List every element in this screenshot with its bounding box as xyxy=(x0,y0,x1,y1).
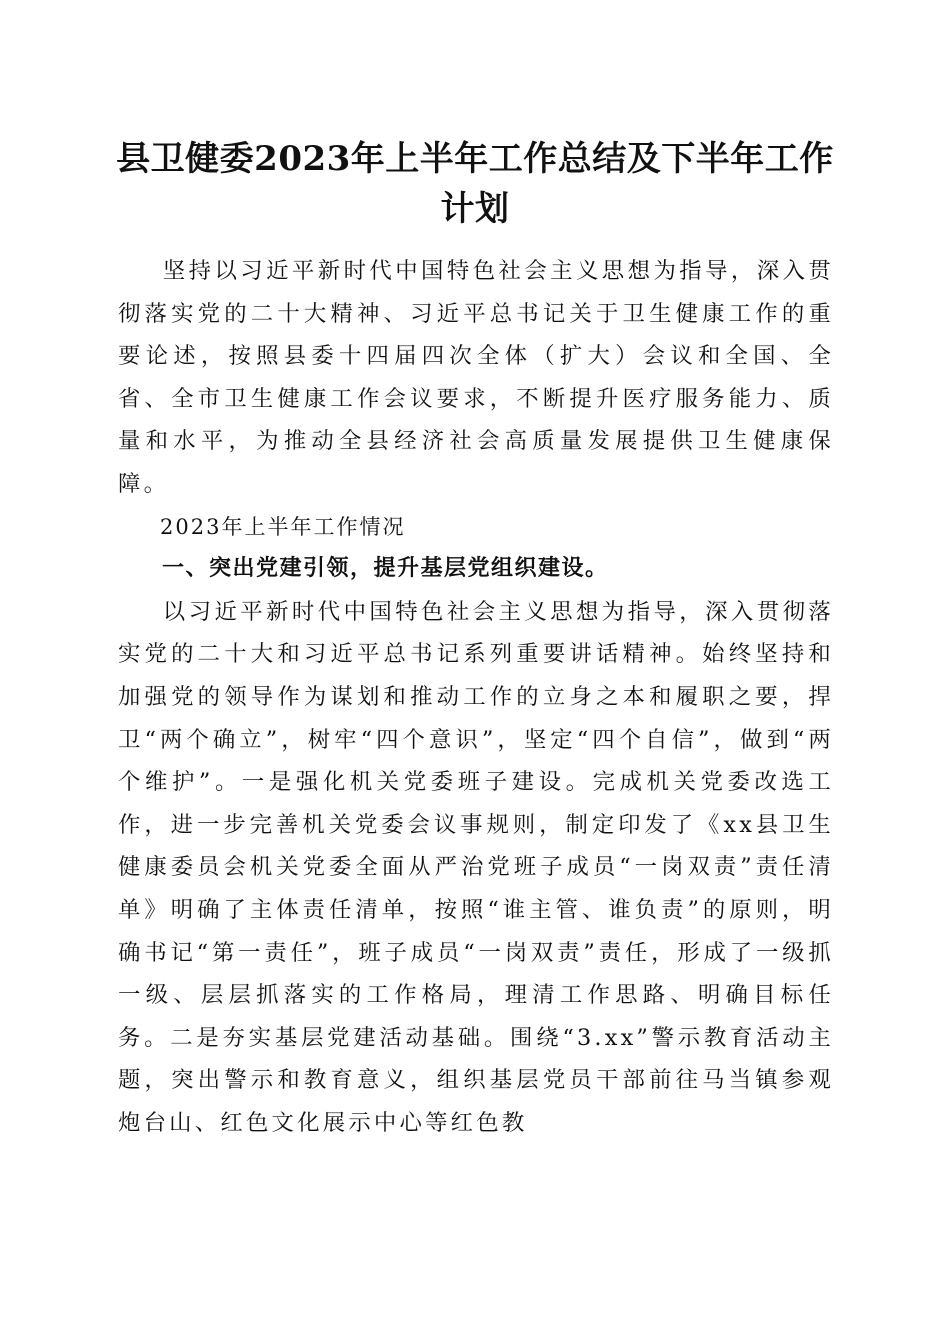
subsection-body-paragraph: 以习近平新时代中国特色社会主义思想为指导，深入贯彻落实党的二十大和习近平总书记系列重要讲话精神。始终坚持和加强党的领导作为谋划和推动工作的立身之本和履职之要，捍卫“两个确立”，树牢“四个意识”，坚定“四个自信”，做到“两个维护”。一是强化机关党委班子建设。完成机关党委改选工作，进一步完善机关党委会议事规则，制定印发了《xx县卫生健康委员会机关党委全面从严治党班子成员“一岗双责”责任清单》明确了主体责任清单，按照“谁主管、谁负责”的原则，明确书记“第一责任”，班子成员“一岗双责”责任，形成了一级抓一级、层层抓落实的工作格局，理清工作思路、明确目标任务。二是夯实基层党建活动基础。围绕“3.xx”警示教育活动主题，突出警示和教育意义，组织基层党员干部前往马当镇参观炮台山、红色文化展示中心等红色教 xyxy=(118,598,834,1136)
document-body xyxy=(118,250,834,1144)
subsection-heading: 一、突出党建引领，提升基层党组织建设。 xyxy=(162,556,609,582)
document-title: 县卫健委2023年上半年工作总结及下半年工作计划 xyxy=(116,139,834,229)
section-heading: 2023年上半年工作情况 xyxy=(160,514,406,539)
intro-paragraph: 坚持以习近平新时代中国特色社会主义思想为指导，深入贯彻落实党的二十大精神、习近平总书记关于卫生健康工作的重要论述，按照县委十四届四次全体（扩大）会议和全国、全省、全市卫生健康工作会议要求，不断提升医疗服务能力、质量和水平，为推动全县经济社会高质量发展提供卫生健康保障。 xyxy=(118,258,834,497)
